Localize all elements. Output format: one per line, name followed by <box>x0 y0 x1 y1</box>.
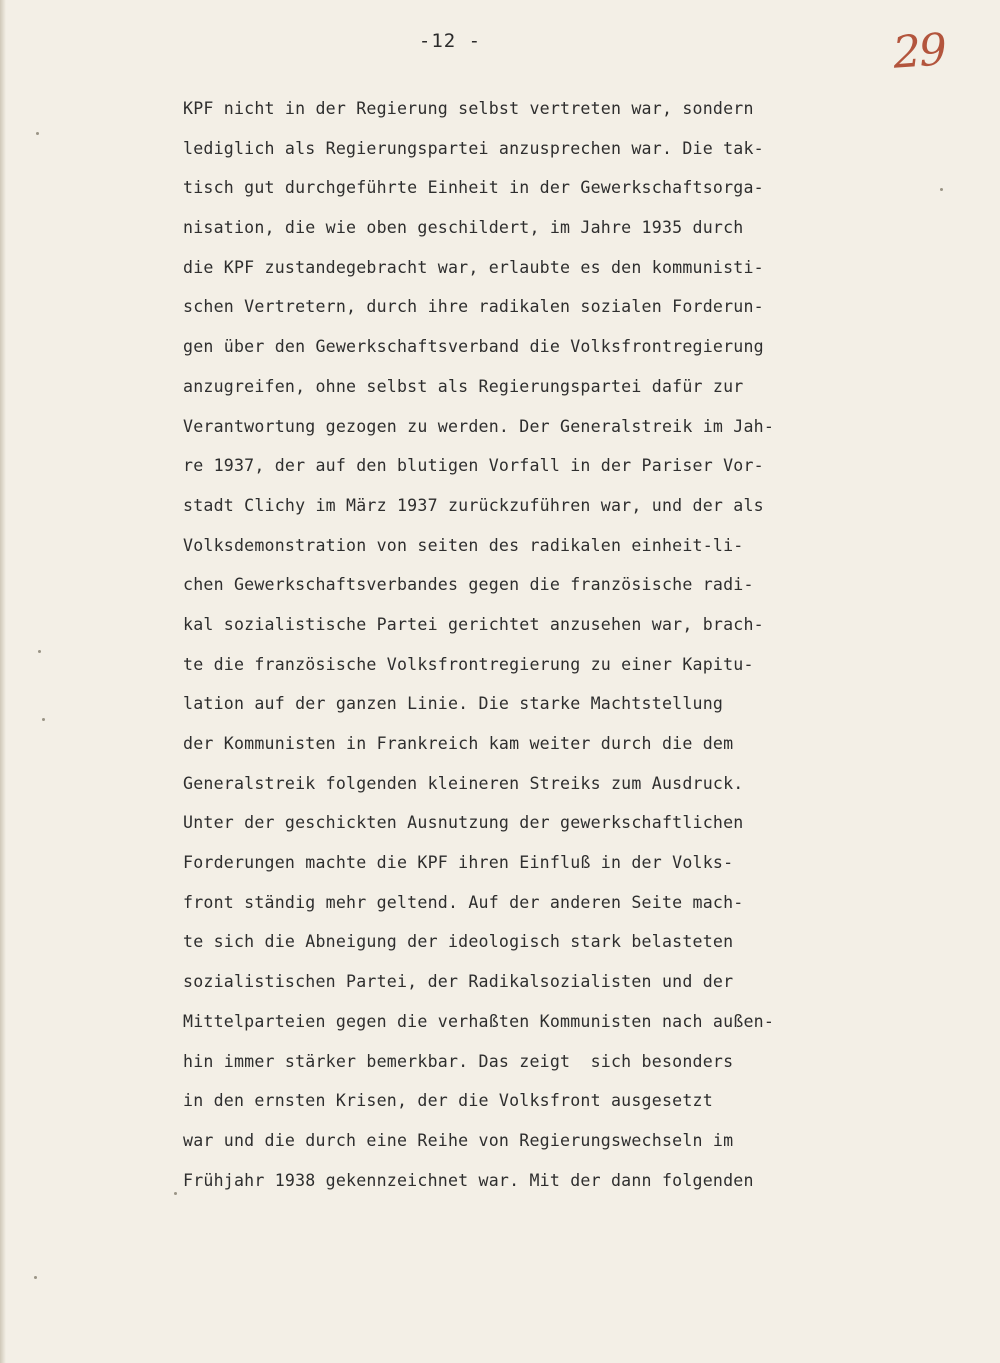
page-number: -12 - <box>418 30 482 52</box>
text-line: Volksdemonstration von seiten des radikalen einheit-li- <box>183 535 744 555</box>
stray-mark <box>174 1192 177 1195</box>
text-line: Frühjahr 1938 gekennzeichnet war. Mit der dann folgenden <box>183 1170 754 1190</box>
text-line: schen Vertretern, durch ihre radikalen sozialen Forderun- <box>183 297 764 317</box>
text-line: hin immer stärker bemerkbar. Das zeigt sich besonders <box>183 1051 734 1071</box>
text-line: chen Gewerkschaftsverbandes gegen die französische radi- <box>183 575 754 595</box>
text-line: war und die durch eine Reihe von Regierungswechseln im <box>183 1130 734 1150</box>
folio-number: 29 <box>891 24 947 79</box>
text-line: in den ernsten Krisen, der die Volksfront ausgesetzt <box>183 1091 713 1111</box>
text-line: Unter der geschickten Ausnutzung der gewerkschaftlichen <box>183 813 744 833</box>
text-line: te die französische Volksfrontregierung zu einer Kapitu- <box>183 654 754 674</box>
text-line: stadt Clichy im März 1937 zurückzuführen war, und der als <box>183 495 764 515</box>
text-line: lation auf der ganzen Linie. Die starke Machtstellung <box>183 694 724 714</box>
stray-mark <box>36 132 39 135</box>
text-line: Generalstreik folgenden kleineren Streiks zum Ausdruck. <box>183 773 744 793</box>
text-line: kal sozialistische Partei gerichtet anzusehen war, brach- <box>183 614 764 634</box>
stray-mark <box>42 718 45 721</box>
text-line: Mittelparteien gegen die verhaßten Kommunisten nach außen- <box>183 1011 775 1031</box>
text-line: re 1937, der auf den blutigen Vorfall in der Pariser Vor- <box>183 456 764 476</box>
body-text <box>183 95 943 1206</box>
text-line: Verantwortung gezogen zu werden. Der Generalstreik im Jah- <box>183 416 775 436</box>
text-line: lediglich als Regierungspartei anzusprechen war. Die tak- <box>183 138 764 158</box>
text-line: KPF nicht in der Regierung selbst vertreten war, sondern <box>183 99 754 118</box>
text-line: te sich die Abneigung der ideologisch stark belasteten <box>183 932 734 952</box>
text-line: tisch gut durchgeführte Einheit in der Gewerkschaftsorga- <box>183 178 764 198</box>
stray-mark <box>34 1276 37 1279</box>
text-line: die KPF zustandegebracht war, erlaubte es den kommunisti- <box>183 257 764 277</box>
text-line: nisation, die wie oben geschildert, im Jahre 1935 durch <box>183 218 744 238</box>
text-line: sozialistischen Partei, der Radikalsozialisten und der <box>183 972 734 992</box>
text-line: Forderungen machte die KPF ihren Einfluß in der Volks- <box>183 853 734 873</box>
page-edge-shadow <box>0 0 6 1363</box>
stray-mark <box>38 650 41 653</box>
stray-mark <box>940 188 943 191</box>
text-line: gen über den Gewerkschaftsverband die Volksfrontregierung <box>183 337 764 357</box>
text-line: anzugreifen, ohne selbst als Regierungspartei dafür zur <box>183 376 744 396</box>
text-line: der Kommunisten in Frankreich kam weiter durch die dem <box>183 734 734 753</box>
text-line: front ständig mehr geltend. Auf der anderen Seite mach- <box>183 892 744 912</box>
